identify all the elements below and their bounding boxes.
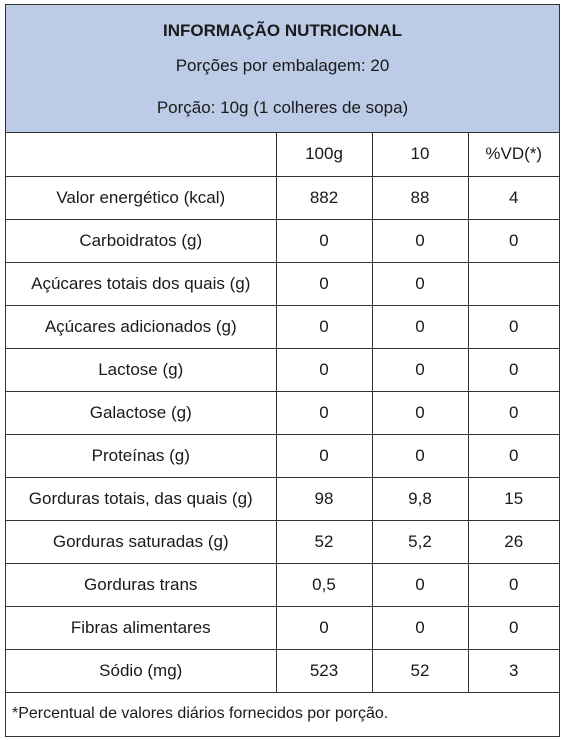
table-row — [6, 434, 559, 477]
value-daily-percent: 0 — [468, 219, 559, 262]
table-row — [6, 176, 559, 219]
value-per-100g: 0,5 — [276, 563, 372, 606]
value-per-100g: 0 — [276, 305, 372, 348]
column-header-row — [6, 133, 559, 176]
nutrient-name: Sódio (mg) — [6, 649, 276, 692]
nutrient-name: Açúcares adicionados (g) — [6, 305, 276, 348]
value-daily-percent: 0 — [468, 434, 559, 477]
column-header-100g: 100g — [276, 133, 372, 176]
value-daily-percent: 0 — [468, 391, 559, 434]
value-per-portion: 0 — [372, 348, 468, 391]
portion-size: Porção: 10g (1 colheres de sopa) — [156, 98, 409, 117]
table-row — [6, 477, 559, 520]
value-per-100g: 882 — [276, 176, 372, 219]
nutrient-name: Gorduras saturadas (g) — [6, 520, 276, 563]
nutrient-name: Valor energético (kcal) — [6, 176, 276, 219]
value-daily-percent: 0 — [468, 606, 559, 649]
table-row — [6, 520, 559, 563]
value-per-100g: 0 — [276, 262, 372, 305]
value-per-portion: 0 — [372, 434, 468, 477]
value-per-100g: 523 — [276, 649, 372, 692]
nutrient-name: Galactose (g) — [6, 391, 276, 434]
value-per-portion: 0 — [372, 391, 468, 434]
value-per-portion: 5,2 — [372, 520, 468, 563]
value-per-100g: 0 — [276, 219, 372, 262]
nutrient-name: Gorduras trans — [6, 563, 276, 606]
column-header-nutrient — [6, 133, 276, 176]
value-per-100g: 0 — [276, 391, 372, 434]
value-per-100g: 0 — [276, 348, 372, 391]
footnote: *Percentual de valores diários fornecidos por porção. — [12, 704, 389, 722]
nutrition-table — [6, 133, 559, 693]
nutrient-name: Lactose (g) — [6, 348, 276, 391]
value-daily-percent — [468, 262, 559, 305]
table-row — [6, 348, 559, 391]
value-daily-percent: 0 — [468, 348, 559, 391]
value-per-100g: 98 — [276, 477, 372, 520]
value-daily-percent: 3 — [468, 649, 559, 692]
value-daily-percent: 26 — [468, 520, 559, 563]
value-per-portion: 52 — [372, 649, 468, 692]
table-row — [6, 563, 559, 606]
nutrient-name: Açúcares totais dos quais (g) — [6, 262, 276, 305]
value-per-portion: 0 — [372, 606, 468, 649]
value-daily-percent: 0 — [468, 563, 559, 606]
value-daily-percent: 0 — [468, 305, 559, 348]
nutrient-name: Fibras alimentares — [6, 606, 276, 649]
value-per-portion: 0 — [372, 262, 468, 305]
nutrient-name: Gorduras totais, das quais (g) — [6, 477, 276, 520]
table-row — [6, 262, 559, 305]
column-header-vd: %VD(*) — [468, 133, 559, 176]
value-per-portion: 0 — [372, 563, 468, 606]
value-per-100g: 0 — [276, 434, 372, 477]
value-daily-percent: 4 — [468, 176, 559, 219]
value-per-portion: 0 — [372, 305, 468, 348]
value-per-portion: 9,8 — [372, 477, 468, 520]
value-per-portion: 0 — [372, 219, 468, 262]
servings-per-package: Porções por embalagem: 20 — [175, 56, 390, 75]
value-daily-percent: 15 — [468, 477, 559, 520]
table-row — [6, 649, 559, 692]
nutrient-name: Proteínas (g) — [6, 434, 276, 477]
value-per-100g: 0 — [276, 606, 372, 649]
nutrition-title: INFORMAÇÃO NUTRICIONAL — [163, 21, 402, 40]
nutrition-facts-label — [5, 4, 560, 737]
table-row — [6, 305, 559, 348]
table-row — [6, 606, 559, 649]
value-per-portion: 88 — [372, 176, 468, 219]
column-header-portion: 10 — [372, 133, 468, 176]
nutrition-header — [6, 5, 559, 133]
table-row — [6, 391, 559, 434]
nutrient-name: Carboidratos (g) — [6, 219, 276, 262]
table-row — [6, 219, 559, 262]
value-per-100g: 52 — [276, 520, 372, 563]
